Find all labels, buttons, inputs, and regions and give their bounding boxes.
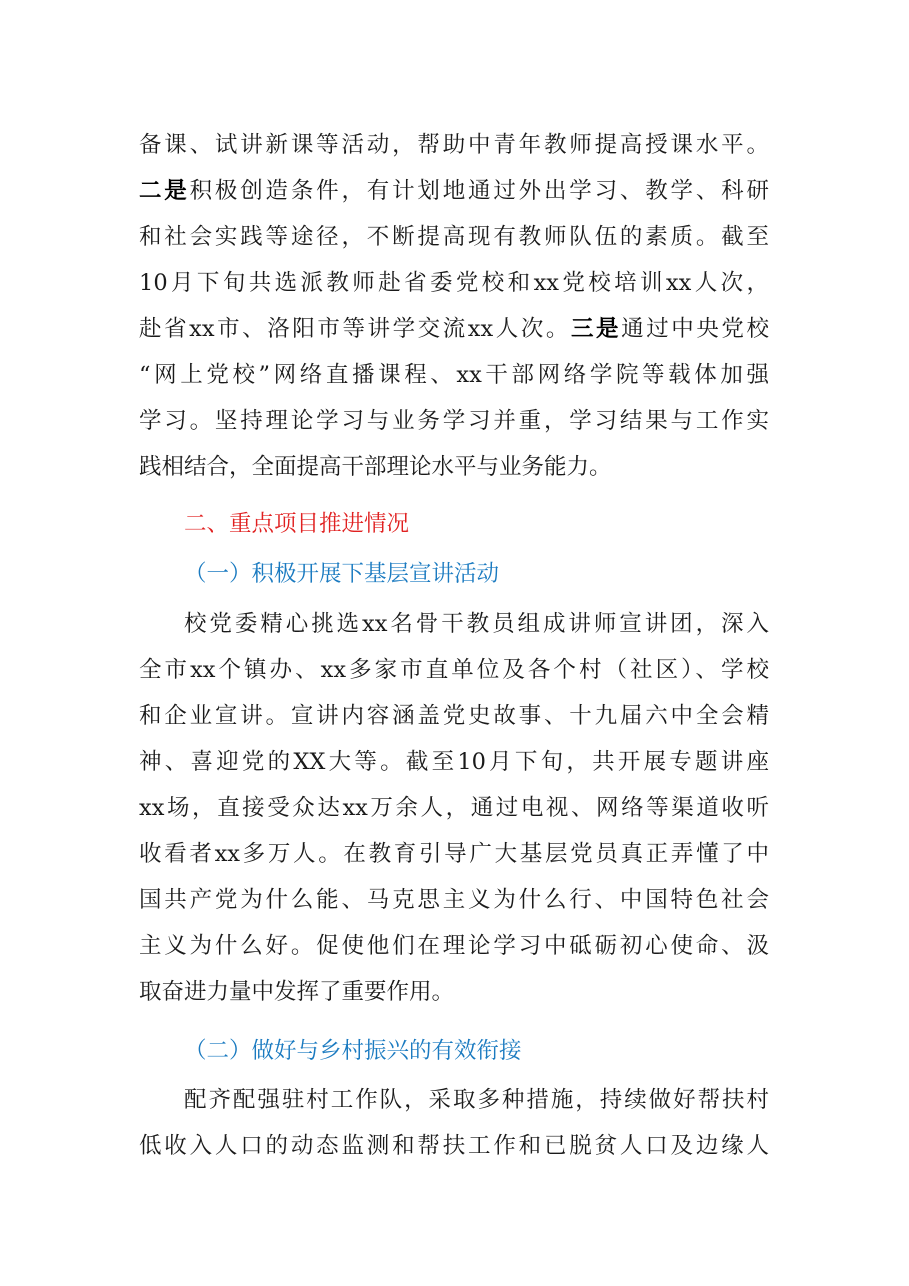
paragraph-line: 主义为什么好。促使他们在理论学习中砥砺初心使命、汲	[139, 933, 769, 959]
paragraph-line: 践相结合，全面提高干部理论水平与业务能力。	[139, 454, 612, 480]
paragraph-line: 取奋进力量中发挥了重要作用。	[139, 979, 455, 1005]
paragraph-line: 收看者xx多万人。在教育引导广大基层党员真正弄懂了中	[139, 841, 769, 867]
paragraph-line: 10月下旬共选派教师赴省委党校和xx党校培训xx人次，	[139, 270, 769, 296]
paragraph-line	[139, 173, 769, 209]
emphasis-label: 三是	[570, 316, 622, 342]
paragraph-line: “网上党校”网络直播课程、xx干部网络学院等载体加强	[139, 362, 769, 388]
paragraph-line: 学习。坚持理论学习与业务学习并重，学习结果与工作实	[139, 408, 769, 434]
paragraph-line: 校党委精心挑选xx名骨干教员组成讲师宣讲团，深入	[184, 611, 769, 637]
paragraph-line	[139, 311, 769, 347]
paragraph-text: 通过中央党校	[621, 316, 769, 342]
paragraph-line: 神、喜迎党的XX大等。截至10月下旬，共开展专题讲座	[139, 749, 769, 775]
paragraph-line: 全市xx个镇办、xx多家市直单位及各个村（社区）、学校	[139, 657, 769, 683]
paragraph-text: 赴省xx市、洛阳市等讲学交流xx人次。	[139, 316, 571, 342]
paragraph-line: xx场，直接受众达xx万余人，通过电视、网络等渠道收听	[139, 795, 769, 821]
paragraph-line: 配齐配强驻村工作队，采取多种措施，持续做好帮扶村	[184, 1087, 769, 1113]
section-heading: 二、重点项目推进情况	[184, 511, 410, 537]
paragraph-line: 低收入人口的动态监测和帮扶工作和已脱贫人口及边缘人	[139, 1133, 769, 1159]
paragraph-text: 积极创造条件，有计划地通过外出学习、教学、科研	[189, 178, 769, 204]
subsection-heading: （一）积极开展下基层宣讲活动	[184, 561, 500, 587]
emphasis-label: 二是	[139, 178, 190, 204]
paragraph-line: 和企业宣讲。宣讲内容涵盖党史故事、十九届六中全会精	[139, 703, 769, 729]
paragraph-line: 国共产党为什么能、马克思主义为什么行、中国特色社会	[139, 887, 769, 913]
subsection-heading: （二）做好与乡村振兴的有效衔接	[184, 1038, 522, 1064]
paragraph-line: 备课、试讲新课等活动，帮助中青年教师提高授课水平。	[139, 132, 769, 158]
paragraph-line: 和社会实践等途径，不断提高现有教师队伍的素质。截至	[139, 224, 769, 250]
